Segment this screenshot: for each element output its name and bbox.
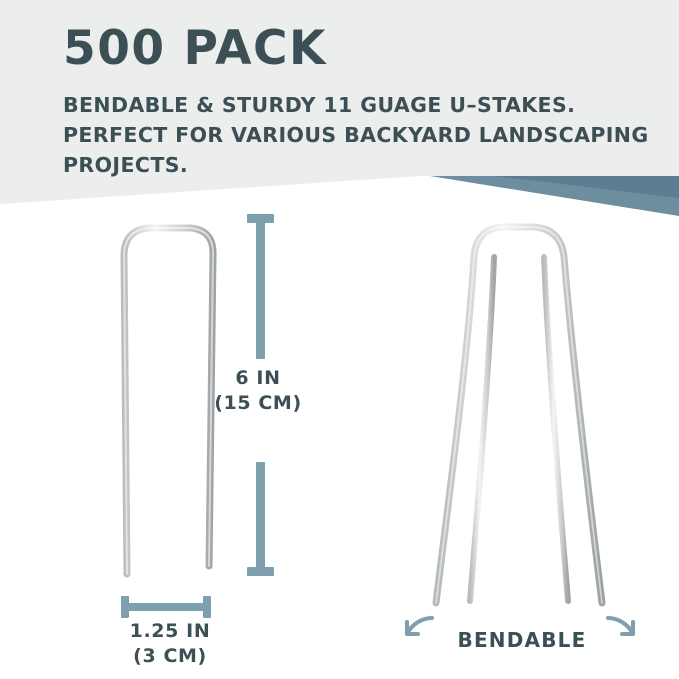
height-bar-top [256,219,265,359]
u-stake-bent [430,205,630,615]
height-bar-bottom [256,462,265,572]
width-bar [126,603,208,611]
height-dimension-line2: (15 CM) [214,392,302,414]
height-dimension-line1: 6 IN [235,367,281,389]
header-gray-wedge [0,176,420,204]
headline: 500 PACK [63,21,327,76]
width-dimension-line1: 1.25 IN [129,620,211,642]
width-bar-right-cap [203,596,211,618]
bendable-label: BENDABLE [457,628,587,652]
width-dimension-line2: (3 CM) [133,645,207,667]
subheadline: BENDABLE & STURDY 11 GUAGE U–STAKES. PERFECT FOR VARIOUS BACKYARD LANDSCAPING PROJECTS. [63,93,649,177]
height-bar-bottom-cap [247,567,274,576]
height-dimension-label [188,366,328,416]
width-dimension-label [90,619,250,669]
